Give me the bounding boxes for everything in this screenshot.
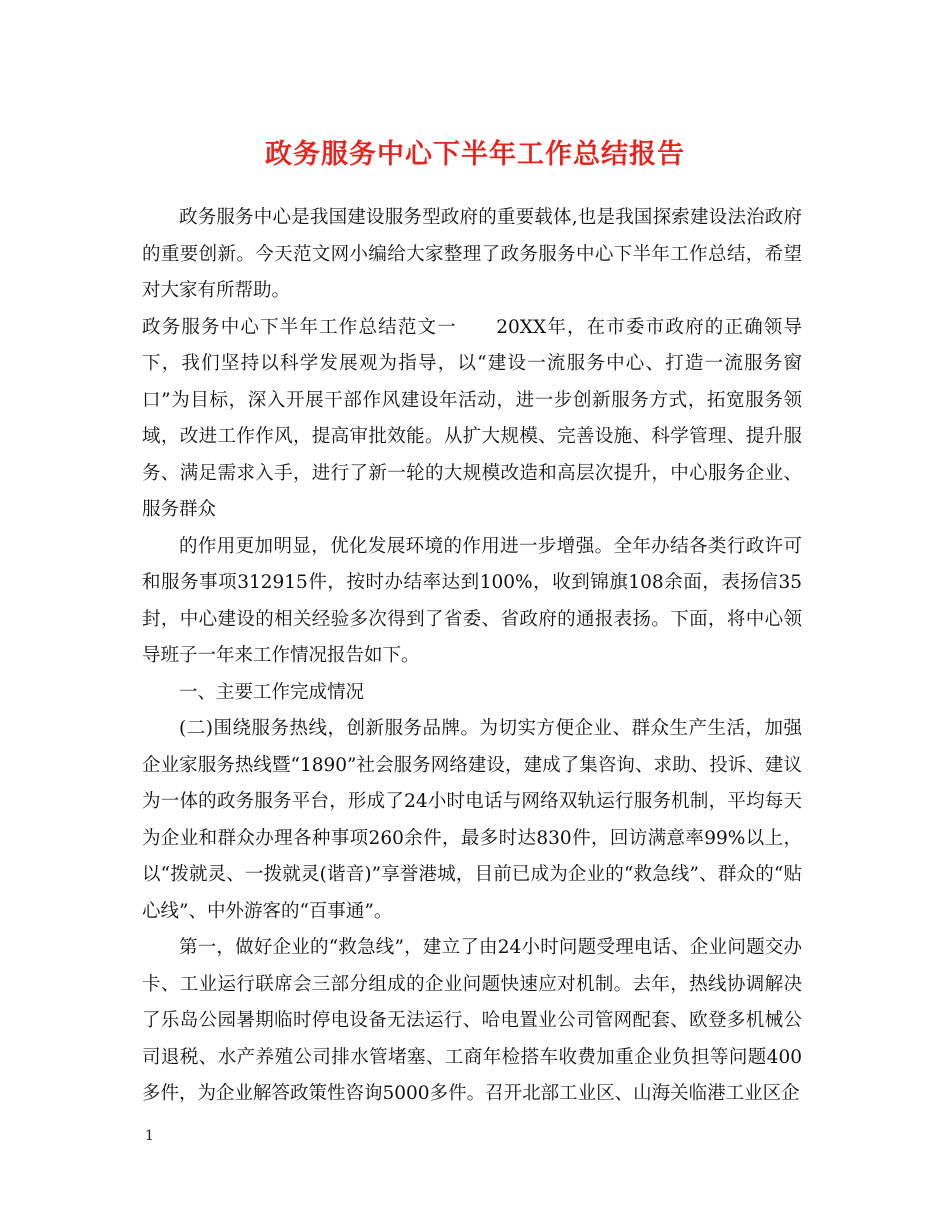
paragraph-hotline: (二)围绕服务热线，创新服务品牌。为切实方便企业、群众生产生活，加强企业家服务热线暨“1890”社会服务网络建设，建成了集咨询、求助、投诉、建议为一体的政务服务平台，形成了24小时电话与网络双轨运行服务机制，平均每天为企业和群众办理各种事项260余件，最多时达830件，回访满意率99%以上，以“拨就灵、一拨就灵(谐音)”享誉港城，目前已成为企业的“救急线”、群众的“贴心线”、中外游客的“百事通”。: [142, 718, 802, 922]
document-title: 政务服务中心下半年工作总结报告: [265, 139, 685, 170]
document-body: [142, 200, 802, 1113]
paragraph-results: 的作用更加明显，优化发展环境的作用进一步增强。全年办结各类行政许可和服务事项312915件，按时办结率达到100%，收到锦旗108余面，表扬信35封，中心建设的相关经验多次得到了省委、省政府的通报表扬。下面，将中心领导班子一年来工作情况报告如下。: [142, 535, 802, 666]
paragraph-intro: 政务服务中心是我国建设服务型政府的重要载体,也是我国探索建设法治政府的重要创新。今天范文网小编给大家整理了政务服务中心下半年工作总结，希望对大家有所帮助。: [142, 207, 802, 301]
paragraph-sample-heading: 政务服务中心下半年工作总结范文一 20XX年，在市委市政府的正确领导下，我们坚持以科学发展观为指导，以“建设一流服务中心、打造一流服务窗口”为目标，深入开展干部作风建设年活动，进一步创新服务方式，拓宽服务领域，改进工作作风，提高审批效能。从扩大规模、完善设施、科学管理、提升服务、满足需求入手，进行了新一轮的大规模改造和高层次提升，中心服务企业、服务群众: [142, 316, 802, 520]
page-number: 1: [145, 1128, 154, 1144]
paragraph-first: 第一，做好企业的“救急线”，建立了由24小时问题受理电话、企业问题交办卡、工业运行联席会三部分组成的企业问题快速应对机制。去年，热线协调解决了乐岛公园暑期临时停电设备无法运行、哈电置业公司管网配套、欧登多机械公司退税、水产养殖公司排水管堵塞、工商年检搭车收费加重企业负担等问题400多件，为企业解答政策性咨询5000多件。召开北部工业区、山海关临港工业区企: [142, 937, 802, 1104]
section-heading: 一、主要工作完成情况: [179, 681, 365, 703]
